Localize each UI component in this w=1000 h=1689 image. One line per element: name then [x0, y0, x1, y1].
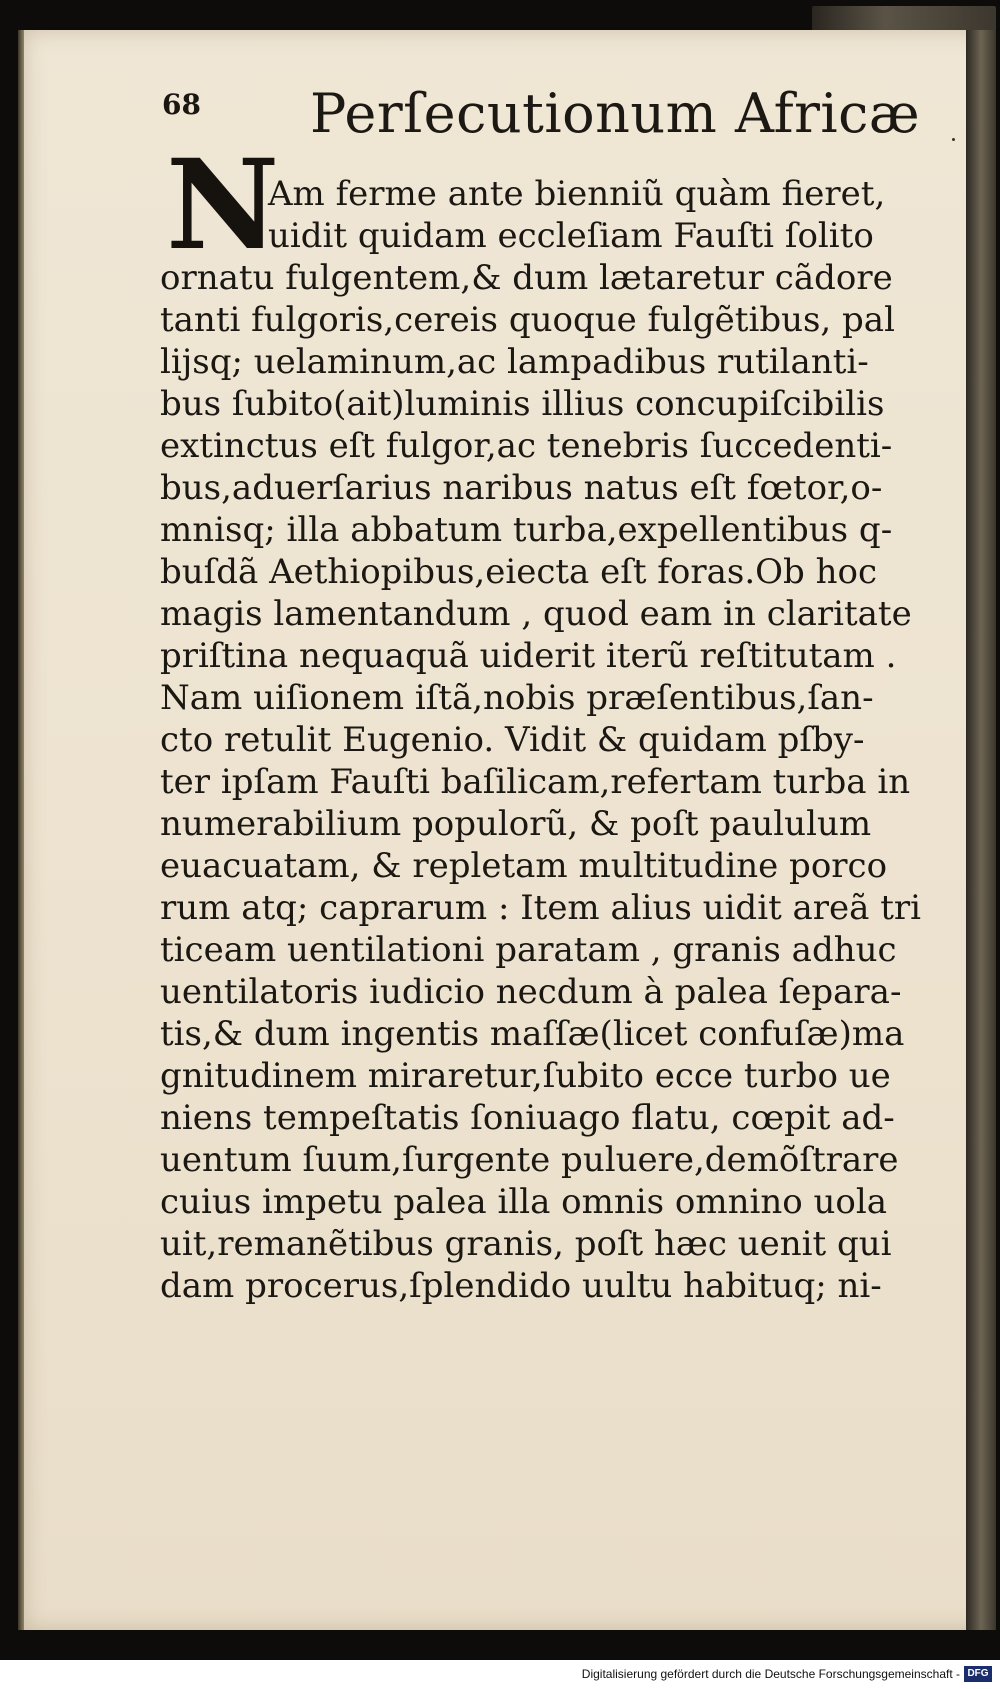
page-stack-edge [966, 30, 996, 1630]
text-line: euacuatam, & repletam multitudine porco [160, 846, 888, 886]
paper-speck [952, 138, 955, 141]
text-line: lijsq; uelaminum,ac lampadibus rutilanti- [160, 342, 869, 382]
text-line: bus ſubito(ait)luminis illius concupiſcibilis [160, 384, 885, 424]
text-line: cuius impetu palea illa omnis omnino uola [160, 1182, 888, 1222]
text-line: priſtina nequaquã uiderit iterũ reſtitutam . [160, 636, 897, 676]
text-line: uentilatoris iudicio necdum à palea ſepara- [160, 972, 902, 1012]
digitization-credit: Digitalisierung gefördert durch die Deutsche Forschungsgemeinschaft - [581, 1667, 960, 1681]
text-line: dam procerus,ſplendido uultu habituq; ni- [160, 1266, 882, 1306]
dfg-logo: DFG [964, 1666, 992, 1682]
text-line: numerabilium populorũ, & poſt paululum [160, 804, 872, 844]
text-line: ornatu fulgentem,& dum lætaretur cãdore [160, 258, 893, 298]
text-line: Nam uiſionem iſtã,nobis præſentibus,ſan- [160, 678, 874, 718]
text-line: ticeam uentilationi paratam , granis adhuc [160, 930, 897, 970]
text-line: Am ferme ante bienniũ quàm fieret, [268, 174, 886, 214]
text-line: magis lamentandum , quod eam in claritate [160, 594, 912, 634]
text-line: gnitudinem miraretur,ſubito ecce turbo ue [160, 1056, 891, 1096]
text-line: rum atq; caprarum : Item alius uidit areã tri [160, 888, 922, 928]
text-line: tis,& dum ingentis maſſæ(licet confuſæ)ma [160, 1014, 905, 1054]
drop-cap-initial: N [166, 133, 280, 278]
text-line: uit,remanẽtibus granis, poſt hæc uenit qui [160, 1224, 892, 1264]
running-title: Perſecutionum Africæ [310, 82, 921, 145]
text-line: ter ipſam Fauſti baſilicam,refertam turba in [160, 762, 911, 802]
text-line: buſdã Aethiopibus,eiecta eſt foras.Ob hoc [160, 552, 877, 592]
text-line: mnisq; illa abbatum turba,expellentibus q- [160, 510, 893, 550]
text-line: uidit quidam eccleſiam Fauſti ſolito [268, 216, 874, 256]
text-line: uentum ſuum,ſurgente puluere,demõſtrare [160, 1140, 899, 1180]
page-number: 68 [162, 88, 201, 121]
text-line: bus,aduerſarius naribus natus eſt fœtor,o- [160, 468, 883, 508]
text-line: niens tempeſtatis ſoniuago flatu, cœpit ad- [160, 1098, 895, 1138]
text-line: tanti fulgoris,cereis quoque fulgẽtibus, pal [160, 300, 895, 340]
text-line: cto retulit Eugenio. Vidit & quidam pſby- [160, 720, 865, 760]
text-line: extinctus eſt fulgor,ac tenebris ſuccedenti- [160, 426, 893, 466]
book-spine-edge [812, 6, 996, 32]
